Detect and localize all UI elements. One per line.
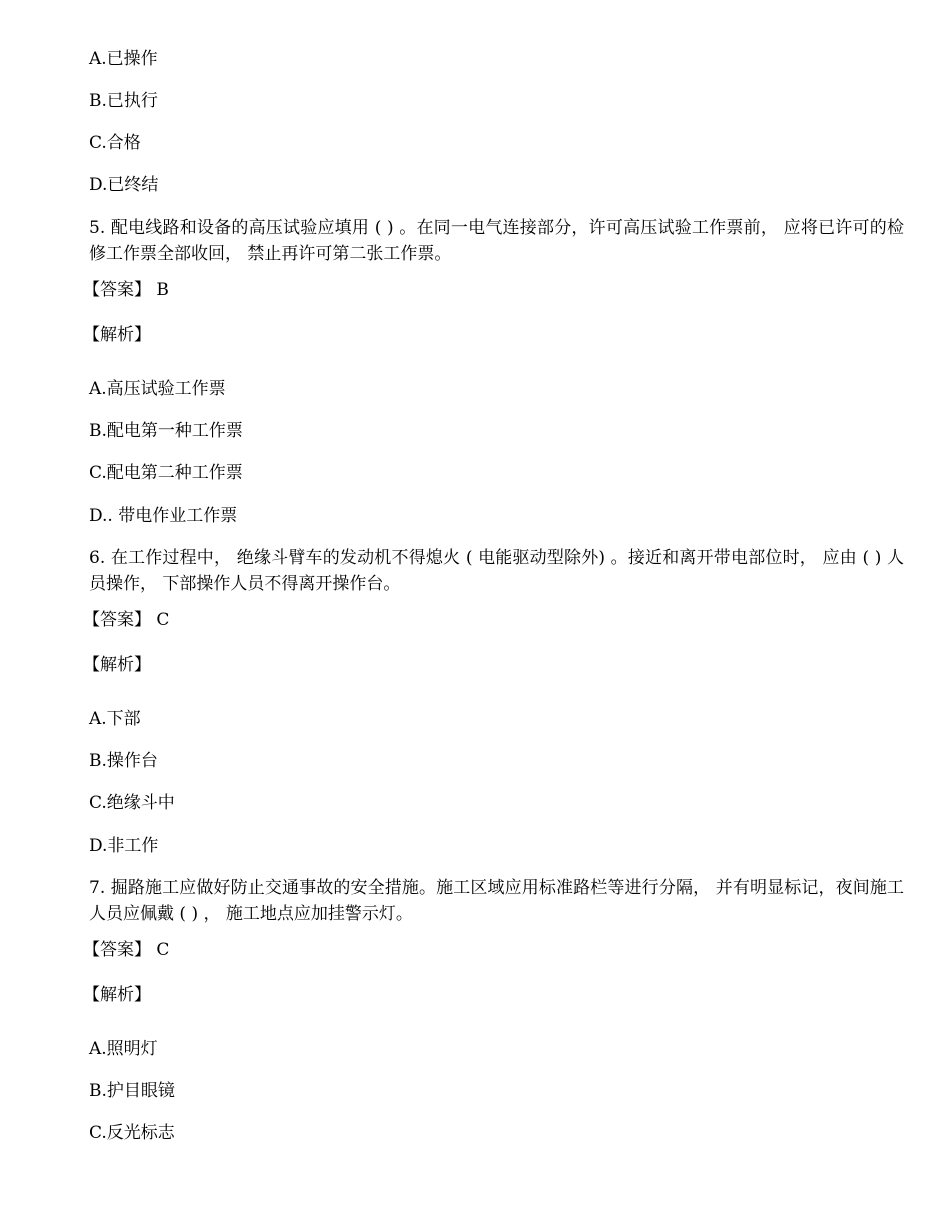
option-a: A.已操作 — [89, 49, 158, 69]
analysis-label: 【解析】 — [83, 985, 151, 1005]
option-b: B.操作台 — [89, 751, 158, 771]
question-stem: 7. 掘路施工应做好防止交通事故的安全措施。施工区域应用标准路栏等进行分隔， 并有明显标记，夜间施工人员应佩戴 ( ) ， 施工地点应加挂警示灯。 — [89, 878, 904, 924]
analysis-label: 【解析】 — [83, 325, 151, 345]
question-stem: 5. 配电线路和设备的高压试验应填用 ( ) 。在同一电气连接部分，许可高压试验工作票前， 应将已许可的检修工作票全部收回， 禁止再许可第二张工作票。 — [89, 218, 904, 264]
option-b: B.配电第一种工作票 — [89, 421, 243, 441]
option-a: A.高压试验工作票 — [89, 379, 226, 399]
option-c: C.绝缘斗中 — [89, 793, 175, 813]
option-a: A.下部 — [89, 709, 141, 729]
option-d: D.非工作 — [89, 836, 159, 856]
option-d: D.已终结 — [89, 175, 159, 195]
option-b: B.护目眼镜 — [89, 1081, 175, 1101]
answer-label: 【答案】 C — [83, 940, 170, 960]
answer-label: 【答案】 B — [83, 280, 169, 300]
option-c: C.反光标志 — [89, 1123, 175, 1143]
question-stem: 6. 在工作过程中， 绝缘斗臂车的发动机不得熄火 ( 电能驱动型除外) 。接近和离开带电部位时， 应由 ( ) 人员操作， 下部操作人员不得离开操作台。 — [89, 548, 904, 594]
option-c: C.配电第二种工作票 — [89, 463, 243, 483]
option-d: D.. 带电作业工作票 — [89, 506, 238, 526]
option-c: C.合格 — [89, 133, 141, 153]
option-b: B.已执行 — [89, 91, 158, 111]
answer-label: 【答案】 C — [83, 610, 170, 630]
analysis-label: 【解析】 — [83, 655, 151, 675]
option-a: A.照明灯 — [89, 1039, 158, 1059]
